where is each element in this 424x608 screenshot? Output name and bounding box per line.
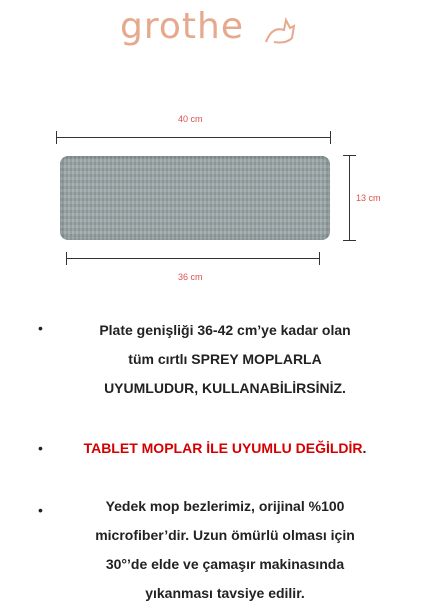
width-bottom-line [66, 258, 320, 259]
width-top-label: 40 cm [178, 114, 203, 124]
width-top-line [56, 137, 331, 138]
width-top-tick-right [330, 131, 331, 144]
bullet-dot: • [38, 502, 43, 518]
bullet-dot: • [38, 440, 43, 456]
bullet-2-text [50, 434, 400, 463]
bullet-1-line-1: Plate genişliği 36-42 cm’ye kadar olan [99, 322, 351, 338]
height-right-tick-bottom [343, 240, 356, 241]
height-right-line [349, 155, 350, 241]
width-bottom-label: 36 cm [178, 272, 203, 282]
bullet-3-line-1: Yedek mop bezlerimiz, orijinal %100 [105, 498, 345, 514]
bullet-2-warning: TABLET MOPLAR İLE UYUMLU DEĞİLDİR [83, 440, 363, 456]
width-bottom-tick-right [319, 252, 320, 265]
bullet-3-line-3: 30°’de elde ve çamaşır makinasında [105, 556, 345, 572]
width-top-tick-left [56, 131, 57, 144]
mop-pad-image [60, 156, 330, 240]
bullet-3-text [50, 492, 400, 608]
height-right-tick-top [343, 155, 356, 156]
cat-icon [262, 12, 296, 46]
brand-logo-text: grothe [120, 6, 244, 47]
bullet-3-line-2: microfiber’dir. Uzun ömürlü olması için [95, 527, 355, 543]
height-right-label: 13 cm [356, 193, 381, 203]
bullet-3-line-4: yıkanması tavsiye edilir. [145, 585, 305, 601]
bullet-dot: • [38, 320, 43, 336]
bullet-1-line-3: UYUMLUDUR, KULLANABİLİRSİNİZ. [104, 380, 346, 396]
bullet-1-line-2: tüm cırtlı SPREY MOPLARLA [128, 351, 322, 367]
bullet-2-period: . [362, 440, 367, 456]
width-bottom-tick-left [66, 252, 67, 265]
bullet-1-text [60, 316, 390, 403]
brand-logo [120, 6, 244, 47]
